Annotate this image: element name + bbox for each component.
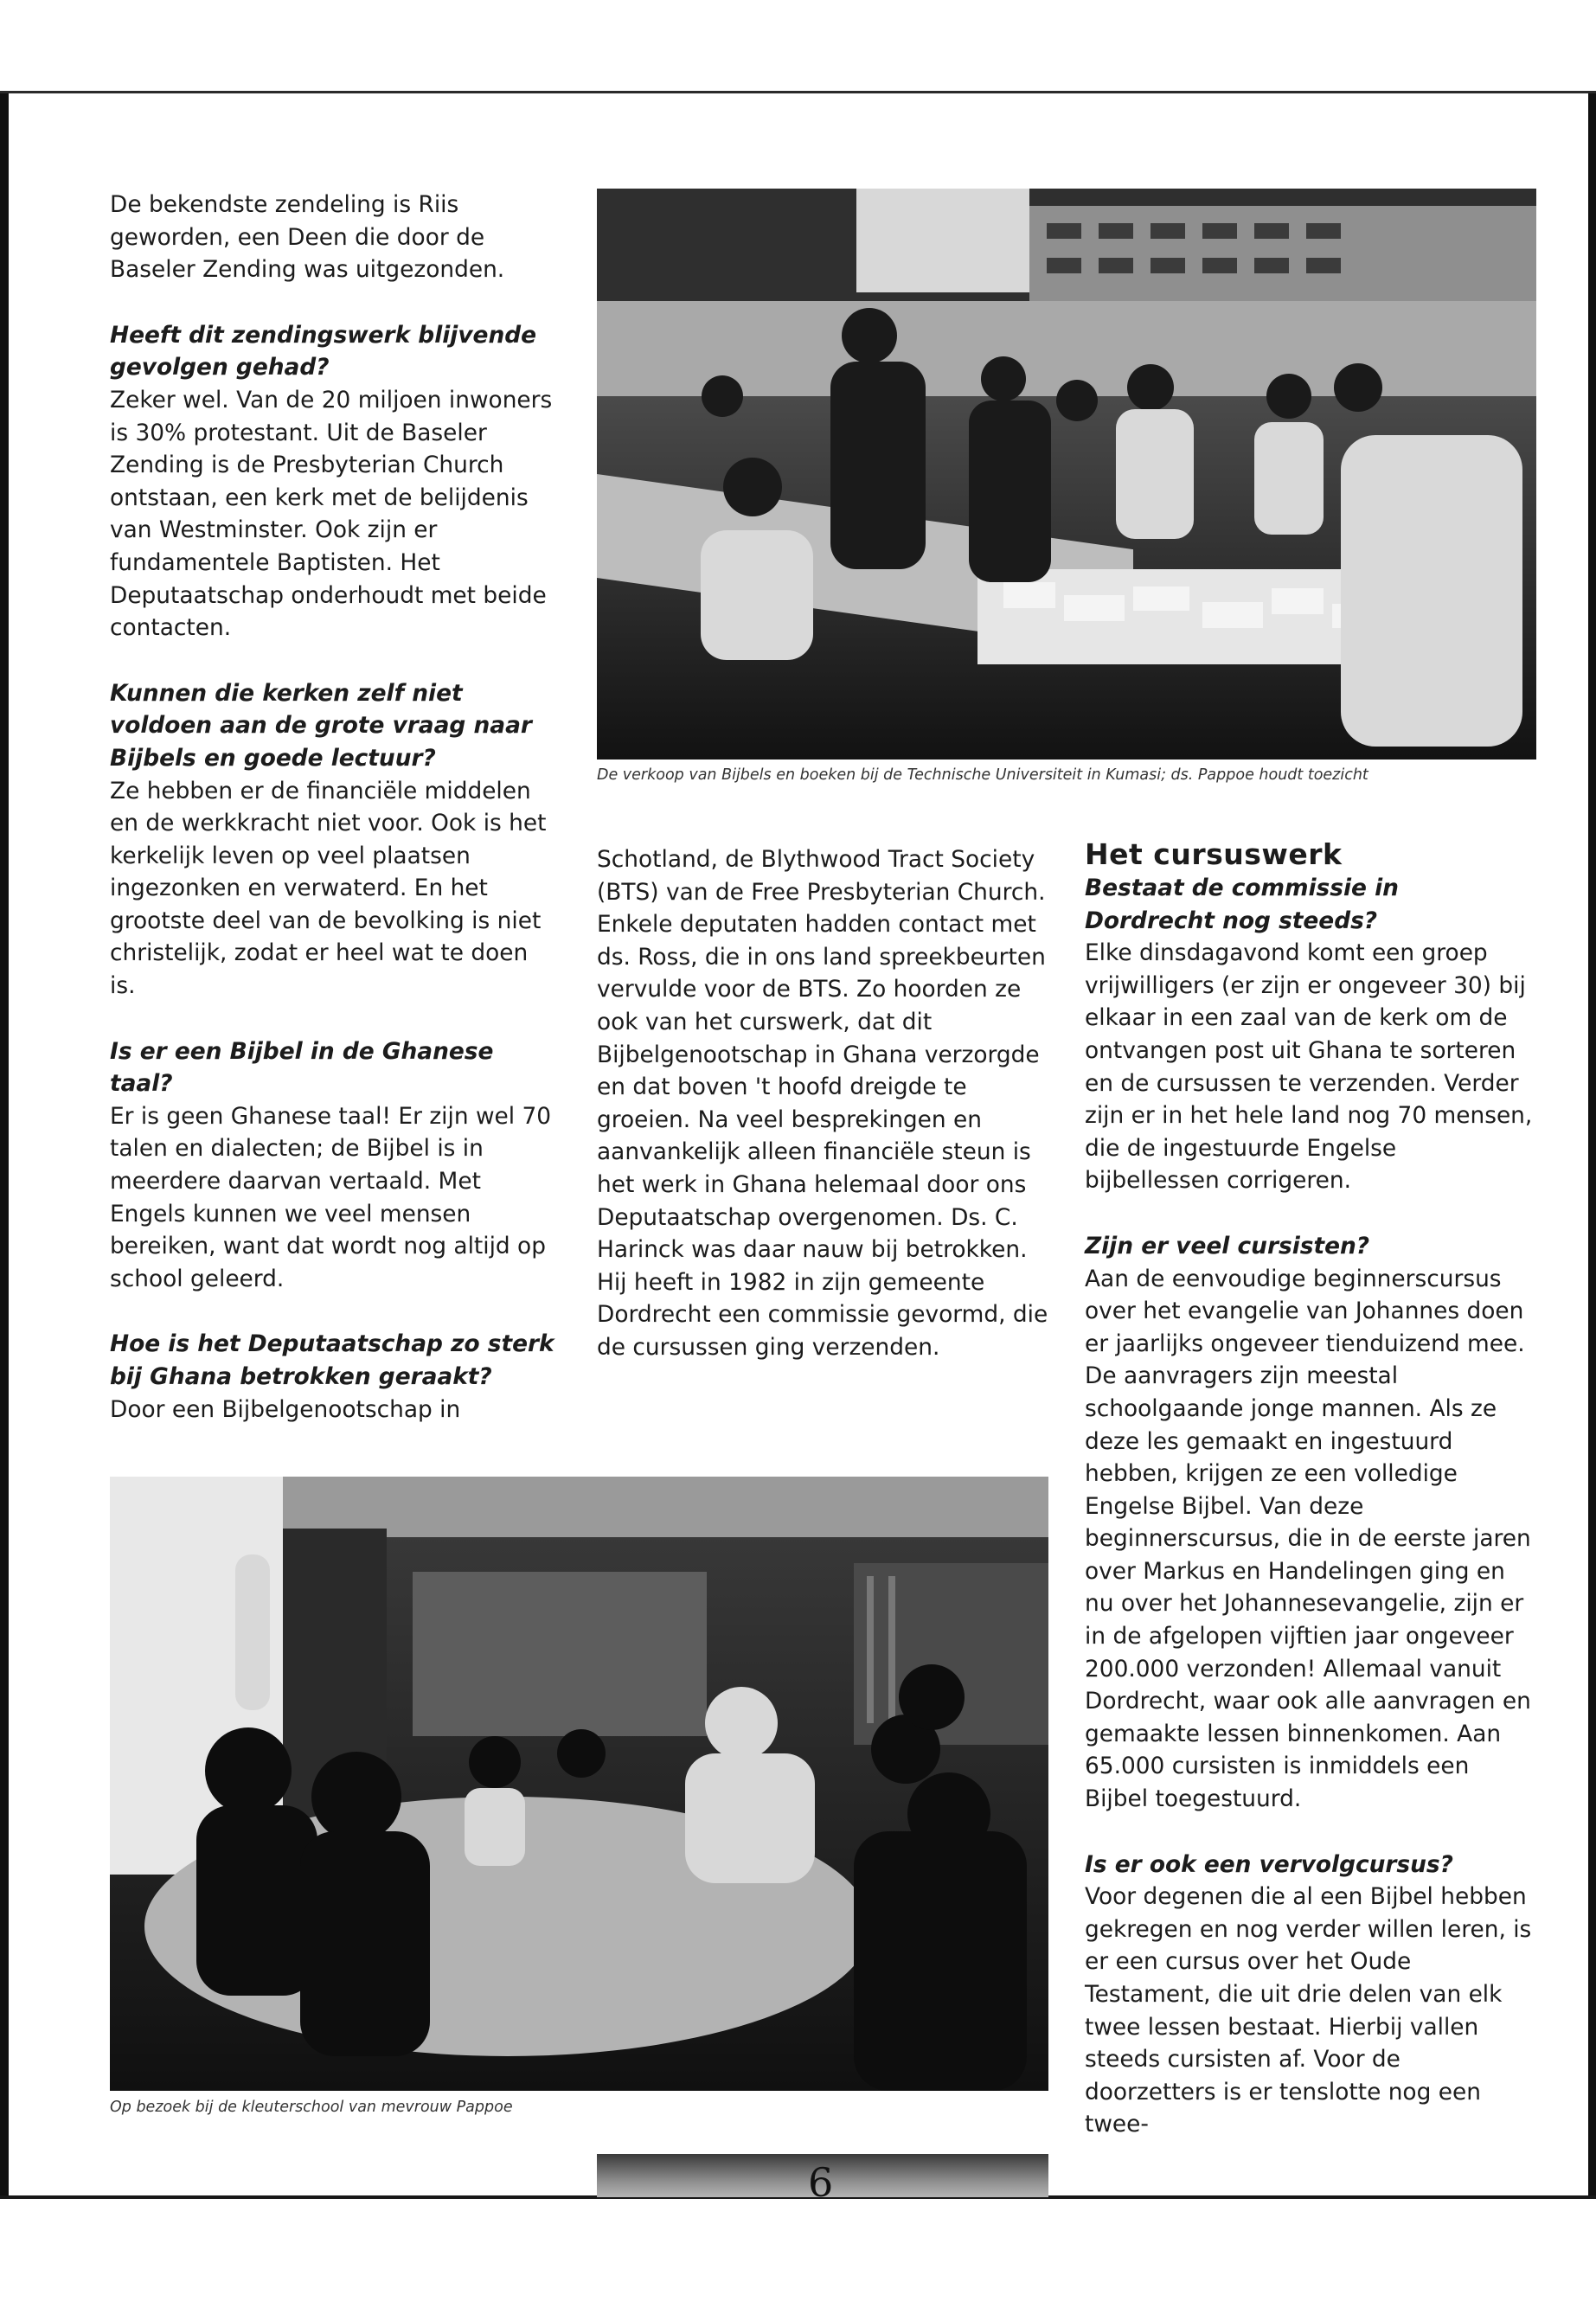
column2-paragraph: Schotland, de Blythwood Tract Society (BTS) van de Free Presbyterian Church. Enkele deputaten hadden contact met ds. Ross, die in ons land spreekbeurten vervulde voor de BTS. Zo hoorden ze ook van het curswerk, dat dit Bijbelgenootschap in Ghana verzorgde en dat boven 't hoofd dreigde te groeien. Na veel besprekingen en aanvankelijk alleen financiële steun is het werk in Ghana helemaal door ons Deputaatschap overgenomen. Ds. C. Harinck was daar nauw bij betrokken. Hij heeft in 1982 in zijn gemeente Dordrecht een commissie gevormd, die de cursussen ging verzenden.	[597, 846, 1048, 1361]
photo-caption-bottom: Op bezoek bij de kleuterschool van mevrouw Pappoe	[110, 2099, 513, 2116]
text-column-2	[597, 843, 1048, 1364]
column1-paragraph: Zeker wel. Van de 20 miljoen inwoners is 30% protestant. Uit de Baseler Zending is de Presbyterian Church ontstaan, een kerk met de belijdenis van Westminster. Ook zijn er fundamentele Baptisten. Het Deputaatschap onderhoudt met beide contacten.	[110, 386, 553, 642]
column3-paragraph: Aan de eenvoudige beginnerscursus over het evangelie van Johannes doen er jaarlijks ongeveer tienduizend mee. De aanvragers zijn meestal schoolgaande jonge mannen. Als ze deze les gemaakt en ingestuurd hebben, krijgen ze een volledige Engelse Bijbel. Van deze beginnerscursus, die in de eerste jaren over Markus en Handelingen ging en nu over het Johannesevangelie, zijn er in de afgelopen vijftien jaar ongeveer 200.000 verzonden! Allemaal vanuit Dordrecht, waar ook alle aanvragen en gemaakte lessen binnenkomen. Aan 65.000 cursisten is inmiddels een Bijbel toegestuurd.	[1085, 1265, 1531, 1813]
scan-border-top	[0, 91, 1596, 93]
column1-paragraph: Ze hebben er de financiële middelen en de werkkracht niet voor. Ook is het kerkelijk leven op veel plaatsen ingezonken en verwaterd. En het grootste deel van de bevolking is niet christelijk, zodat er heel wat te doen is.	[110, 777, 547, 1000]
photo-kindergarten-visit	[110, 1477, 1048, 2091]
column3-question: Is er ook een vervolgcursus?	[1085, 1850, 1453, 1878]
column3-question: Zijn er veel cursisten?	[1085, 1232, 1370, 1259]
column3-paragraph: Elke dinsdagavond komt een groep vrijwilligers (er zijn er ongeveer 30) bij elkaar in een zaal van de kerk om de ontvangen post uit Ghana te sorteren en de cursussen te verzenden. Verder zijn er in het hele land nog 70 mensen, die de ingestuurde Engelse bijbellessen corrigeren.	[1085, 939, 1533, 1195]
column3-paragraph: Voor degenen die al een Bijbel hebben gekregen en nog verder willen leren, is er een cursus over het Oude Testament, die uit drie delen van elk twee lessen bestaat. Hierbij vallen steeds cursisten af. Voor de doorzetters is er tenslotte nog een twee-	[1085, 1883, 1532, 2138]
column1-question: Kunnen die kerken zelf niet voldoen aan de grote vraag naar Bijbels en goede lectuur?	[110, 679, 532, 772]
scan-border-right	[1588, 91, 1596, 2197]
scan-border-left	[0, 91, 9, 2197]
section-heading: Het cursuswerk	[1085, 837, 1343, 871]
page-number: 6	[808, 2159, 834, 2206]
column1-paragraph: Door een Bijbelgenootschap in	[110, 1395, 461, 1423]
text-column-1	[110, 189, 555, 1426]
photo-caption-top: De verkoop van Bijbels en boeken bij de Technische Universiteit in Kumasi; ds. Pappoe houdt toezicht	[597, 766, 1368, 784]
photo-bible-sale-kumasi	[597, 189, 1536, 760]
column1-paragraph: De bekendste zendeling is Riis geworden, een Deen die door de Baseler Zending was uitgezonden.	[110, 191, 505, 284]
column1-paragraph: Er is geen Ghanese taal! Er zijn wel 70 talen en dialecten; de Bijbel is in meerdere daarvan vertaald. Met Engels kunnen we veel mensen bereiken, want dat wordt nog altijd op school geleerd.	[110, 1102, 552, 1292]
column1-question: Is er een Bijbel in de Ghanese taal?	[110, 1037, 494, 1098]
column1-question: Heeft dit zendingswerk blijvende gevolgen gehad?	[110, 321, 537, 381]
column1-question: Hoe is het Deputaatschap zo sterk bij Ghana betrokken geraakt?	[110, 1330, 554, 1390]
text-column-3	[1085, 837, 1535, 2141]
column3-question: Bestaat de commissie in Dordrecht nog steeds?	[1085, 875, 1399, 934]
